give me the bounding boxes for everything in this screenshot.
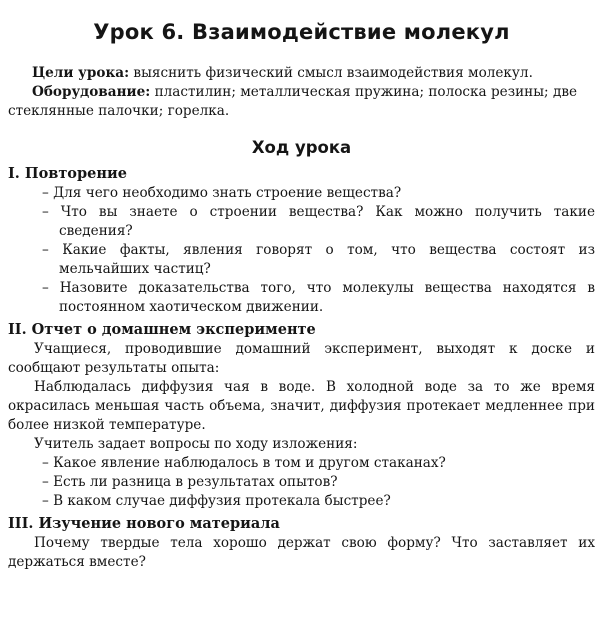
part-2-title: II. Отчет о домашнем эксперименте [8, 321, 316, 338]
part-2-question: – Есть ли разница в результатах опытов? [42, 474, 338, 490]
lesson-goals-text: выяснить физический смысл взаимодействия молекул. [129, 65, 533, 81]
page-title: Урок 6. Взаимодействие молекул [93, 20, 510, 44]
part-2-paragraph: Наблюдалась диффузия чая в воде. В холодной воде за то же время окрасилась меньшая часть объема, значит, диффузия протекает медленнее при более низкой температуре. [8, 379, 595, 433]
lesson-goals [8, 64, 595, 83]
part-1-title: I. Повторение [8, 165, 127, 182]
part-2-question: – В каком случае диффузия протекала быстрее? [42, 493, 391, 509]
part-2-paragraph: Учитель задает вопросы по ходу изложения: [34, 436, 358, 452]
lesson-equipment-text: пластилин; металлическая пружина; полоска резины; две стеклянные палочки; горелка. [8, 84, 578, 119]
lesson-equipment-label: Оборудование: [32, 84, 151, 100]
part-2-paragraph: Учащиеся, проводившие домашний эксперимент, выходят к доске и сообщают результаты опыта: [8, 341, 595, 376]
part-3-paragraph: Почему твердые тела хорошо держат свою форму? Что заставляет их держаться вместе? [8, 535, 595, 570]
lesson-goals-label: Цели урока: [32, 65, 130, 81]
part-3-title: III. Изучение нового материала [8, 515, 280, 532]
part-1-question: – Назовите доказательства того, что молекулы вещества находятся в постоянном хаотическом движении. [42, 280, 595, 315]
lesson-progress-heading: Ход урока [251, 138, 352, 157]
part-1-question: – Какие факты, явления говорят о том, что вещества состоят из мельчайших частиц? [42, 242, 595, 277]
lesson-equipment [8, 83, 595, 121]
part-1-question: – Для чего необходимо знать строение вещества? [42, 185, 402, 201]
part-2-question: – Какое явление наблюдалось в том и другом стаканах? [42, 455, 446, 471]
part-1-question: – Что вы знаете о строении вещества? Как можно получить такие сведения? [42, 204, 595, 239]
